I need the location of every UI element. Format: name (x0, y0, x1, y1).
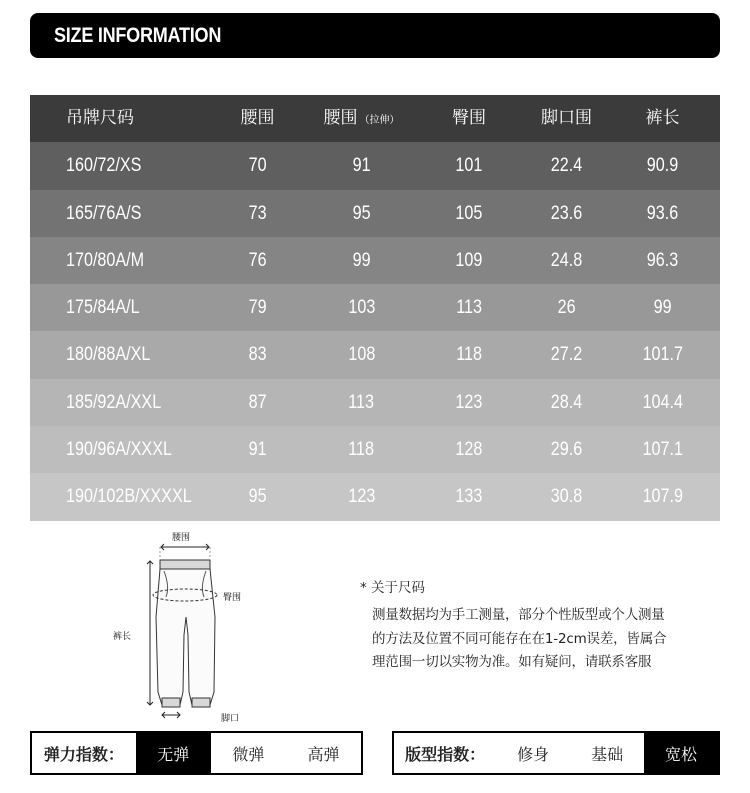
table-row: 160/72/XS 70 91 101 22.4 90.9 (30, 142, 720, 189)
table-row: 185/92A/XXL 87 113 123 28.4 104.4 (30, 379, 720, 426)
cell-tag-size: 165/76A/S (66, 202, 142, 224)
note-body (360, 604, 720, 675)
elasticity-option-none[interactable]: 无弹 (136, 733, 211, 773)
cell-tag-size: 190/102B/XXXXL (66, 486, 192, 508)
banner-title: SIZE INFORMATION (54, 24, 222, 47)
table-row: 165/76A/S 73 95 105 23.6 93.6 (30, 190, 720, 237)
title-banner (30, 13, 720, 58)
diagram-length-label: 裤长 (113, 632, 132, 642)
table-header-row: 吊牌尺码 腰围 腰围 （拉伸） 臀围 脚口围 裤长 (30, 95, 720, 142)
elasticity-option-slight[interactable]: 微弹 (232, 744, 265, 764)
fit-option-slim[interactable]: 修身 (517, 744, 550, 764)
cell-tag-size: 180/88A/XL (66, 344, 151, 366)
table-row: 190/102B/XXXXL 95 123 133 30.8 107.9 (30, 473, 720, 520)
cell-tag-size: 175/84A/L (66, 297, 140, 319)
pants-diagram (110, 527, 260, 727)
note-line: 理范围一切以实物为准。如有疑问，请联系客服 (372, 654, 652, 670)
cell-tag-size: 160/72/XS (66, 155, 142, 177)
note-title: * 关于尺码 (360, 580, 426, 596)
elasticity-label: 弹力指数： (43, 744, 124, 764)
fit-option-loose[interactable]: 宽松 (644, 733, 718, 773)
cell-tag-size: 170/80A/M (66, 249, 145, 271)
diagram-hem-label: 脚口 (221, 714, 240, 724)
table-row: 175/84A/L 79 103 113 26 99 (30, 284, 720, 331)
size-note (360, 578, 720, 675)
table-row: 180/88A/XL 83 108 118 27.2 101.7 (30, 331, 720, 378)
table-row: 190/96A/XXXL 91 118 128 29.6 107.1 (30, 426, 720, 473)
elasticity-option-high[interactable]: 高弹 (307, 744, 340, 764)
fit-label: 版型指数： (405, 744, 486, 764)
note-line: 的方法及位置不同可能存在在1-2cm误差，皆属合 (372, 630, 667, 647)
cell-tag-size: 190/96A/XXXL (66, 439, 172, 461)
table-row: 170/80A/M 76 99 109 24.8 96.3 (30, 237, 720, 284)
elasticity-index (30, 731, 363, 775)
fit-option-regular[interactable]: 基础 (591, 744, 624, 764)
cell-tag-size: 185/92A/XXL (66, 391, 162, 413)
size-table (30, 95, 720, 521)
fit-index (392, 731, 720, 775)
diagram-hip-label: 臀围 (223, 593, 242, 603)
note-line: 测量数据均为手工测量，部分个性版型或个人测量 (372, 607, 665, 623)
header-tag-size: 吊牌尺码 (66, 108, 134, 128)
diagram-waist-label: 腰围 (172, 533, 191, 543)
header-waist-sub: （拉伸） (359, 115, 400, 126)
pants-illustration (110, 527, 260, 727)
